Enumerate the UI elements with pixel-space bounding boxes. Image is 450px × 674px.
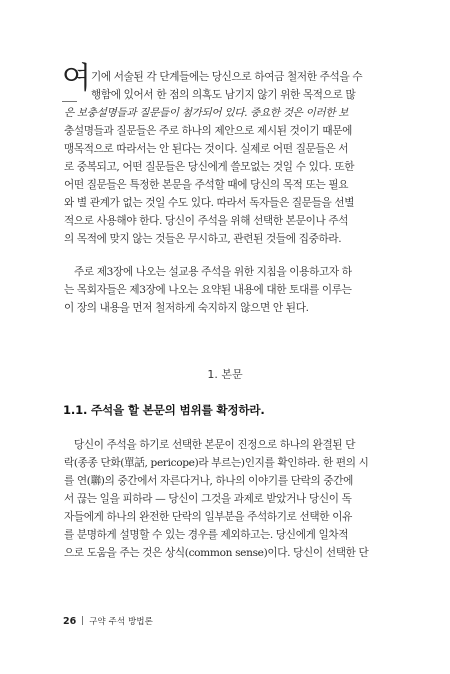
text-line: 로 중복되고, 어떤 질문들은 당신에게 쓸모없는 것일 수 있다. 또한	[64, 161, 355, 173]
text-line: 으로 도움을 주는 것은 상식(common sense)이다. 당신이 선택한 단	[64, 547, 369, 559]
footer-divider	[82, 616, 83, 625]
text-line: 당신이 주석을 하기로 선택한 본문이 진정으로 하나의 완결된 단	[74, 439, 356, 451]
subsection-heading: 1.1. 주석을 할 본문의 범위를 확정하라.	[63, 403, 265, 417]
text-line: 자들에게 하나의 완전한 단락의 일부분을 주석하기로 선택한 이유	[64, 511, 352, 523]
drop-cap: 여	[62, 61, 91, 96]
drop-cap-rule	[62, 101, 77, 102]
text-line: 행함에 있어서 한 점의 의혹도 남기지 않기 위한 목적으로 많	[91, 89, 356, 101]
text-line: 은 보충설명들과 질문들이 첨가되어 있다. 중요한 것은 이러한 보	[64, 107, 349, 119]
text-line: 락(종종 단화(單話, pericope)라 부르는)인지를 확인하라. 한 편의 시	[64, 457, 369, 469]
page-number: 26	[63, 616, 77, 627]
text-line: 의 목적에 맞지 않는 것들은 무시하고, 관련된 것들에 집중하라.	[64, 233, 342, 245]
book-title: 구약 주석 방법론	[89, 616, 153, 626]
text-line: 와 별 관계가 없는 것일 수도 있다. 따라서 독자들은 질문들을 선별	[64, 197, 355, 209]
text-line: 적으로 사용해야 한다. 당신이 주석을 위해 선택한 본문이나 주석	[64, 215, 349, 227]
text-line: 를 연(聯)의 중간에서 자른다거나, 하나의 이야기를 단락의 중간에	[64, 475, 354, 487]
text-line: 이 장의 내용을 먼저 철저하게 숙지하지 않으면 안 된다.	[64, 302, 309, 314]
text-line: 맹목적으로 따라서는 안 된다는 것이다. 실제로 어떤 질문들은 서	[64, 143, 349, 155]
page-footer	[63, 615, 153, 627]
text-line: 기에 서술된 각 단계들에는 당신으로 하여금 철저한 주석을 수	[91, 71, 363, 83]
text-line: 서 끊는 일을 피하라 — 당신이 그것을 과제로 받았거나 당신이 독	[64, 493, 352, 505]
text-line: 어떤 질문들은 특정한 본문을 주석할 때에 당신의 목적 또는 필요	[64, 179, 349, 191]
text-line: 주로 제3장에 나오는 설교용 주석을 위한 지침을 이용하고자 하	[74, 266, 352, 278]
text-line: 충설명들과 질문들은 주로 하나의 제안으로 제시된 것이기 때문에	[64, 125, 352, 137]
text-line: 를 분명하게 설명할 수 있는 경우를 제외하고는. 당신에게 일차적	[64, 529, 349, 541]
section-heading: 1. 본문	[207, 368, 243, 381]
text-line: 는 목회자들은 제3장에 나오는 요약된 내용에 대한 토대를 이루는	[64, 284, 352, 296]
